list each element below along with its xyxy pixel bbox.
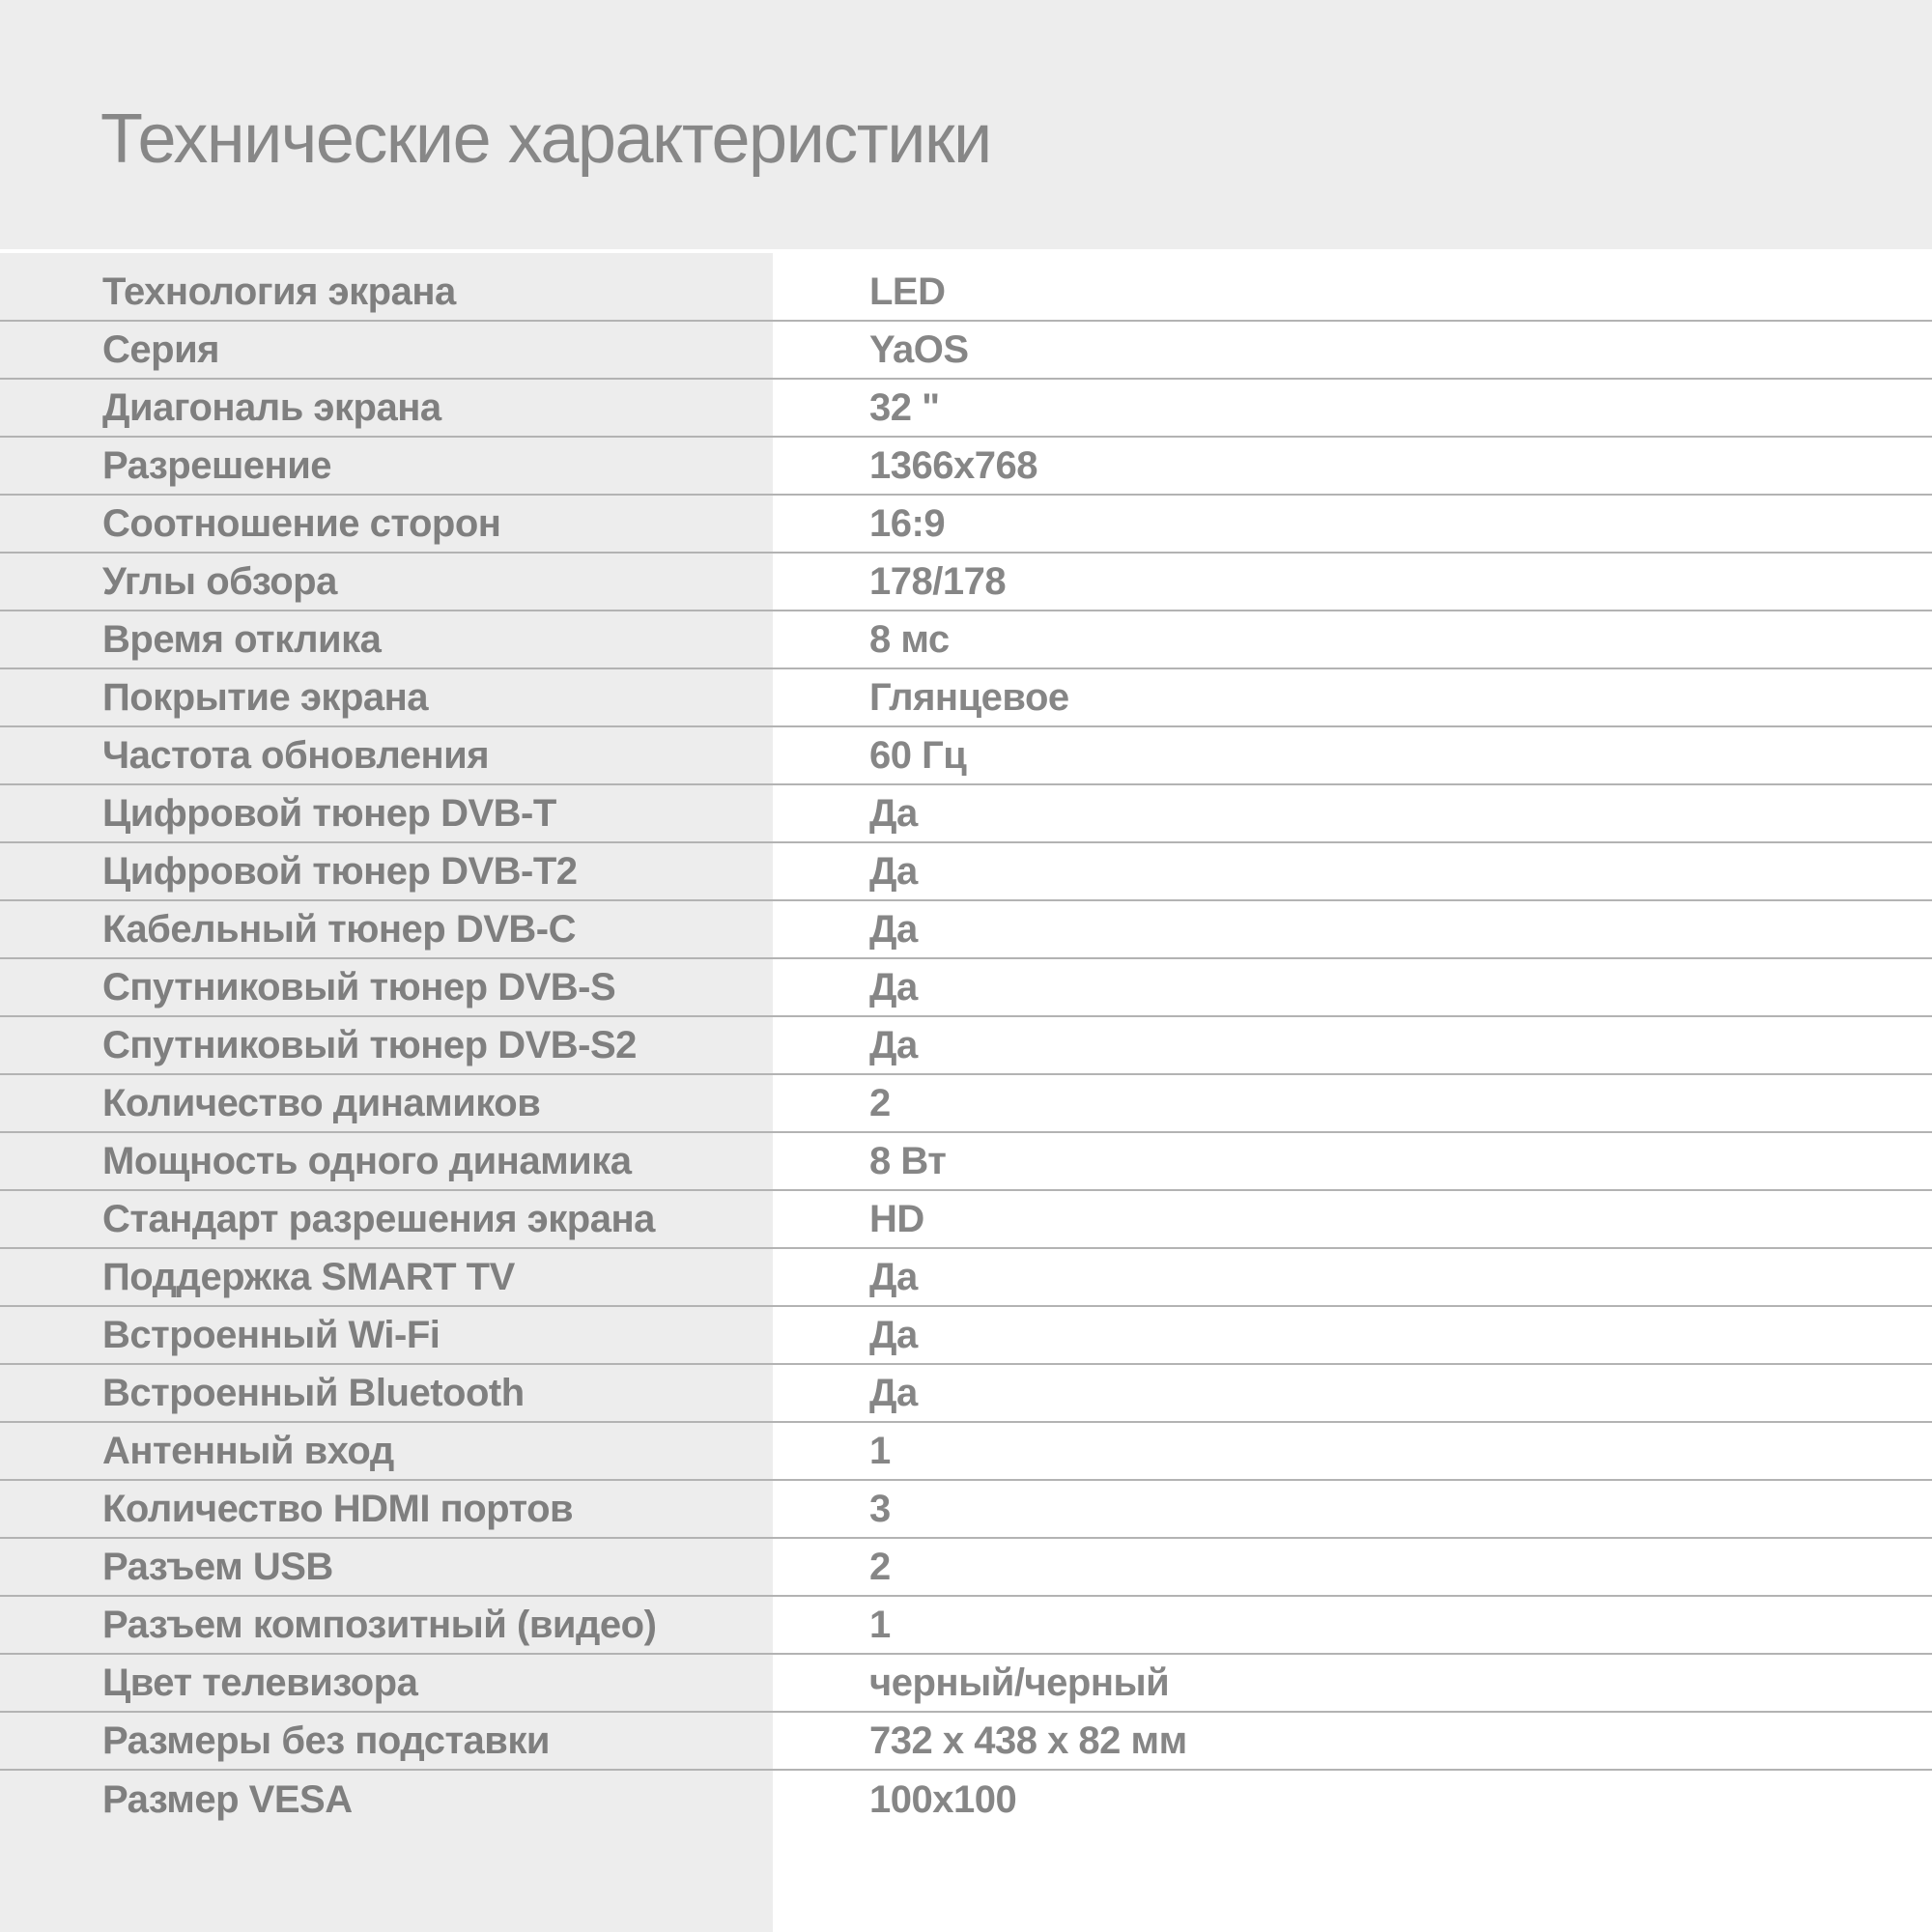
- spec-label: Соотношение сторон: [102, 501, 501, 545]
- table-row: [0, 1423, 1932, 1481]
- table-row: [0, 959, 1932, 1017]
- table-row: [0, 1713, 1932, 1771]
- spec-value: Да: [869, 1313, 918, 1356]
- table-row: [0, 785, 1932, 843]
- table-row: [0, 1771, 1932, 1829]
- spec-label: Спутниковый тюнер DVB-S2: [102, 1023, 637, 1066]
- spec-label: Поддержка SMART TV: [102, 1255, 515, 1298]
- spec-label: Спутниковый тюнер DVB-S: [102, 965, 616, 1009]
- spec-value: Да: [869, 1371, 918, 1414]
- spec-value: 100x100: [869, 1777, 1017, 1821]
- table-row: [0, 901, 1932, 959]
- spec-label: Разъем композитный (видео): [102, 1603, 657, 1646]
- spec-value: HD: [869, 1197, 924, 1240]
- spec-value: черный/черный: [869, 1661, 1170, 1704]
- table-row: [0, 380, 1932, 438]
- spec-value: 1: [869, 1429, 891, 1472]
- spec-label: Встроенный Wi-Fi: [102, 1313, 440, 1356]
- table-row: [0, 438, 1932, 496]
- spec-label: Частота обновления: [102, 733, 490, 777]
- spec-value: 3: [869, 1487, 891, 1530]
- spec-label: Количество HDMI портов: [102, 1487, 574, 1530]
- table-row: [0, 611, 1932, 669]
- spec-label: Цвет телевизора: [102, 1661, 418, 1704]
- spec-value: YaOS: [869, 327, 969, 371]
- spec-value: Да: [869, 1023, 918, 1066]
- spec-label: Покрытие экрана: [102, 675, 429, 719]
- spec-value: 2: [869, 1081, 891, 1124]
- spec-value: 8 мс: [869, 617, 950, 661]
- spec-rows: [0, 264, 1932, 1829]
- table-row: [0, 1133, 1932, 1191]
- spec-value: Да: [869, 965, 918, 1009]
- table-row: [0, 1655, 1932, 1713]
- spec-label: Размер VESA: [102, 1777, 353, 1821]
- spec-value: 60 Гц: [869, 733, 967, 777]
- table-row: [0, 1539, 1932, 1597]
- spec-label: Стандарт разрешения экрана: [102, 1197, 655, 1240]
- spec-label: Цифровой тюнер DVB-T: [102, 791, 556, 835]
- spec-value: 16:9: [869, 501, 946, 545]
- table-row: [0, 1249, 1932, 1307]
- spec-value: 2: [869, 1545, 891, 1588]
- spec-value: 1: [869, 1603, 891, 1646]
- spec-value: LED: [869, 270, 946, 313]
- table-row: [0, 1307, 1932, 1365]
- spec-value: Да: [869, 907, 918, 951]
- spec-value: 1366x768: [869, 443, 1037, 487]
- spec-label: Серия: [102, 327, 219, 371]
- spec-label: Цифровой тюнер DVB-T2: [102, 849, 578, 893]
- spec-label: Разъем USB: [102, 1545, 333, 1588]
- table-row: [0, 1017, 1932, 1075]
- spec-label: Углы обзора: [102, 559, 337, 603]
- spec-value: Да: [869, 849, 918, 893]
- spec-label: Количество динамиков: [102, 1081, 541, 1124]
- table-row: [0, 1365, 1932, 1423]
- spec-label: Мощность одного динамика: [102, 1139, 632, 1182]
- spec-value: 732 x 438 x 82 мм: [869, 1719, 1187, 1762]
- spec-value: Глянцевое: [869, 675, 1069, 719]
- table-row: [0, 264, 1932, 322]
- spec-label: Встроенный Bluetooth: [102, 1371, 525, 1414]
- table-row: [0, 496, 1932, 554]
- spec-value: 8 Вт: [869, 1139, 947, 1182]
- spec-value: Да: [869, 791, 918, 835]
- table-row: [0, 554, 1932, 611]
- page-title: Технические характеристики: [100, 100, 991, 178]
- spec-label: Диагональ экрана: [102, 385, 441, 429]
- spec-value: 32 ": [869, 385, 940, 429]
- spec-label: Размеры без подставки: [102, 1719, 550, 1762]
- table-row: [0, 322, 1932, 380]
- spec-label: Антенный вход: [102, 1429, 394, 1472]
- table-row: [0, 843, 1932, 901]
- spec-label: Кабельный тюнер DVB-C: [102, 907, 576, 951]
- table-row: [0, 727, 1932, 785]
- spec-value: 178/178: [869, 559, 1007, 603]
- table-row: [0, 1075, 1932, 1133]
- spec-label: Время отклика: [102, 617, 382, 661]
- section-header: [0, 0, 1932, 249]
- spec-label: Разрешение: [102, 443, 332, 487]
- spec-table: [0, 253, 1932, 1932]
- spec-label: Технология экрана: [102, 270, 456, 313]
- table-row: [0, 1597, 1932, 1655]
- table-row: [0, 1191, 1932, 1249]
- table-row: [0, 1481, 1932, 1539]
- table-row: [0, 669, 1932, 727]
- spec-value: Да: [869, 1255, 918, 1298]
